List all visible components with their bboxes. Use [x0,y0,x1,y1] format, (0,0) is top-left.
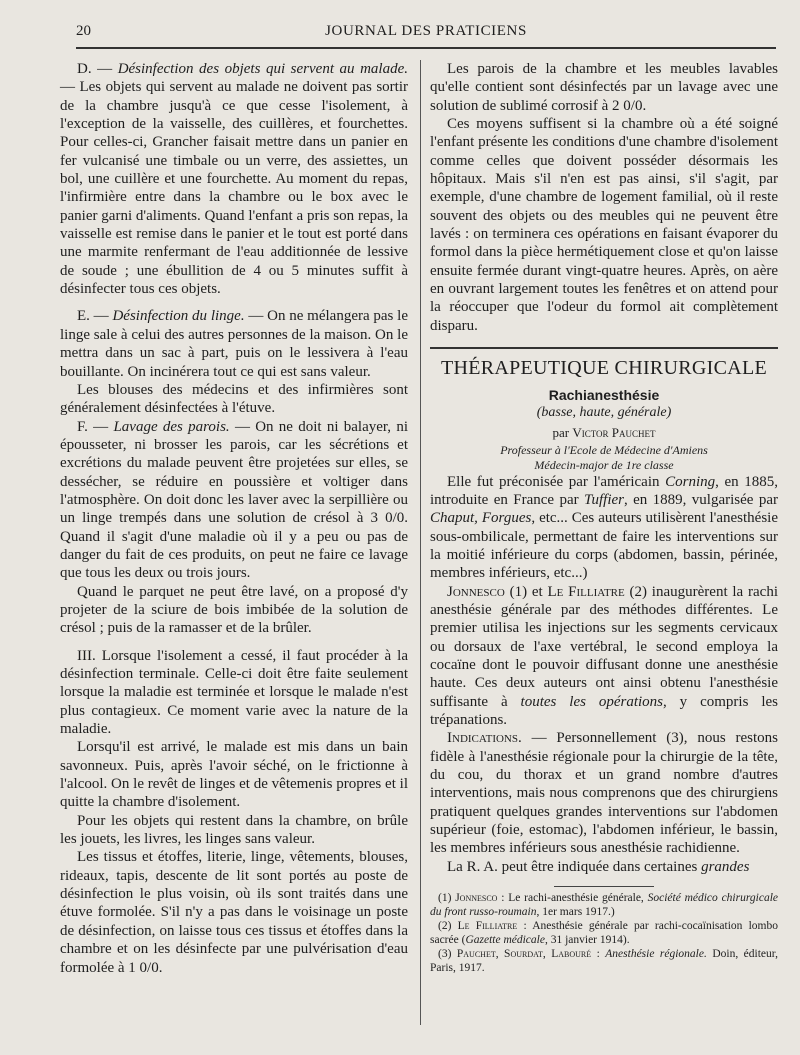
paragraph-ra [430,858,778,876]
right-column [430,60,778,975]
page-header [76,21,776,45]
fn3-num: (3) [438,948,457,961]
fn1-date: , 1er mars 1917.) [536,906,615,919]
fn3-sep: : [591,948,606,961]
paragraph-moyens: Ces moyens suffisent si la chambre où a été soigné l'enfant présente les conditions d'une chambre d'isolement comme celles que doivent posséder désormais les hôpitaux. Mais s'il n'en est pas ainsi, s'il s'agit, par exemple, d'une chambre de logement familial, où il reste souvent des objets ou des meubles qui ne peuvent être lavés : on terminera ces opérations en faisant évaporer du formol dans la pièce hermétiquement close et qu'on laisse ensuite fermée durant vingt-quatre heures. Après, on aère en ouvrant largement toutes les fenêtres et on attend pour la réoccuper que l'odeur du formol ait complètement disparu. [430,116,779,334]
jon-text-2: (2) inaugurèrent la rachi anesthésie générale par des méthodes différentes. Le premier utilisa les injections sur les segments cervicaux ou dorsaux de l'axe vertébral, le second employa la cocaïne dont le pouvoir diffusant donne une anesthésie haute. Ces deux auteurs ont ainsi obtenu l'anesthésie suffisante à [430,583,778,710]
footnotes [430,891,778,975]
elle-text-1: Elle fut préconisée par l'américain [447,473,666,490]
fn1-source: Société médico chirurgicale du front russo-roumain [430,892,778,919]
elle-text-2: , en 1885, introduite en France par [430,473,778,508]
footnote-1 [430,891,778,919]
article-title: Rachianesthésie [548,386,660,403]
header-rule [76,47,776,49]
left-column [60,60,408,977]
e-title: Désinfection du linge. [112,308,245,325]
fn1-author: Jonnesco [455,892,498,905]
fn1-text: : Le rachi-anesthésie générale, [497,892,648,905]
paragraph-objets: Pour les objets qui restent dans la chambre, on brûle les jouets, les livres, les linges sans valeur. [60,812,408,848]
paragraph-jonnesco [430,583,778,730]
journal-title: JOURNAL DES PRATICIENS [325,23,527,39]
affiliation-1: Professeur à l'Ecole de Médecine d'Amiens [500,442,708,457]
e-text: — On ne mélangera pas le linge sale à celui des autres personnes de la maison. On le mettra dans un sac à part, puis on le lessivera à l'eau bouillante. On incinérera tout ce qui est sans valeur. [60,308,408,380]
paragraph-elle [430,473,778,583]
elle-text-3: , en 1889, vulgarisée par [624,491,778,508]
indications-text: — Personnellement (3), nous restons fidèle à l'anesthésie régionale pour la chirurgie de la tête, du cou, du thorax et un grand nombre d'autres interventions, mais nous comprenons que des chirurgiens pratiquent quelques grandes interventions sur l'abdomen supérieur (foie, estomac), l'abdomen inférieur, le bassin, les membres inférieurs sous anesthésie rachidienne. [430,730,778,857]
page-number: 20 [76,23,91,39]
section-title: THÉRAPEUTIQUE CHIRURGICALE [440,357,768,380]
paragraph-blouses: Les blouses des médecins et des infirmières sont généralement désinfectées à l'étuve. [60,381,408,417]
byline [430,424,778,442]
d-title: Désinfection des objets qui servent au malade. [117,61,408,77]
footnote-2 [430,919,778,947]
fn2-num: (2) [438,920,458,933]
paragraph-d [60,60,408,298]
jon-text-3: , y compris les trépanations. [430,693,778,728]
footnote-separator [554,886,654,887]
f-label: F. — [77,418,114,435]
f-title: Lavage des parois. [113,418,230,435]
fn2-author: Le Filliatre [457,920,518,933]
fn2-date: , 31 janvier 1914). [544,934,630,947]
paragraph-tissus: Les tissus et étoffes, literie, linge, vêtements, blouses, rideaux, tapis, descente de lit sont portés au poste de désinfection le plus voisin, où ils sont traités dans une étuve formolée. S'il n'y a pas dans le voisinage un poste de désinfection, on laisse tous ces tissus et étoffes dans la chambre et on les désinfecte par une pulvérisation d'eau formolée à 1 0/0. [60,849,408,976]
toutes-operations: toutes les opérations [520,693,664,710]
paragraph-lorsquil: Lorsqu'il est arrivé, le malade est mis dans un bain savonneux. Puis, après l'avoir séché, on le frictionne à l'alcool. On le revêt de linges et de vêtemenis propres et il quitte la chambre d'isolement. [60,739,408,811]
paragraph-parois: Les parois de la chambre et les meubles lavables qu'elle contient sont désinfectés par un lavage avec une solution de sublimé corrosif à 2 0/0. [430,61,778,114]
name-jonnesco: Jonnesco [447,583,505,600]
name-corning: Corning [665,473,716,490]
d-label: D. — [77,61,118,77]
paragraph-indications [430,729,778,857]
paragraph-f [60,418,408,583]
paragraph-e [60,307,408,380]
name-filliatre: Le Filliatre [547,583,625,600]
fn3-title: Anesthésie régionale. [605,948,707,961]
paragraph-parquet: Quand le parquet ne peut être lavé, on a proposé d'y projeter de la sciure de bois imbibée de la solution de crésol ; puis de la ramasser et de la brûler. [60,583,408,637]
name-tuffier: Tuffier [583,491,624,508]
f-text: — On ne doit ni balayer, ni épousseter, ni brosser les parois, car les sécrétions et excrétions du malade peuvent être projetées sur elles, se dessécher, se réduire en poussière et voltiger dans l'atmosphère. On doit donc les laver avec la serpillière ou un linge trempés dans une solution de crésol à 3 0/0. Quand il s'agit d'une maladie où il y a peu ou pas de danger du fait de ces produits, on peut ne faire ce lavage que tous les deux ou trois jours. [60,418,408,582]
indications-label: Indications. [447,730,522,747]
column-divider [420,60,421,1025]
fn3-publisher: Doin, éditeur, Paris, 1917. [430,948,778,975]
fn2-text: : Anesthésie générale par rachi-cocaïnisation lombo sacrée ( [430,920,778,947]
paragraph-iii: III. Lorsque l'isolement a cessé, il faut procéder à la désinfection terminale. Celle-ci doit être faite seulement lorsque la maladie est terminée et lorsque le malade n'est plus contagieux. Ce moment varie avec la nature de la maladie. [60,647,408,738]
fn2-source: Gazette médicale [465,934,545,947]
name-chaput: Chaput, Forgues [430,510,532,527]
word-grandes: grandes [701,858,750,875]
jon-text-1: (1) et [504,583,548,600]
affiliation-2: Médecin-major de 1re classe [534,457,674,472]
section-rule [430,347,778,355]
fn3-authors: Pauchet, Sourdat, Labouré [456,948,592,961]
article-subtitle: (basse, haute, générale) [536,404,672,420]
footnote-3 [430,947,778,975]
author-name: Victor Pauchet [572,425,656,441]
d-text: — Les objets qui servent au malade ne doivent pas sortir de la chambre jusqu'à ce que cesse l'isolement, à l'exception de la vaisselle, des cuillères, et fourchettes. Pour celles-ci, Grancher faisait mettre dans un panier en fer vulcanisé une timbale ou un verre, des assiettes, un bol, une cuillère et une fourchette. Au moment du repas, l'infirmière entre dans la chambre ou le box avec le panier garni d'aliments. Quand l'enfant a pris son repas, la vaisselle est remise dans le panier et le tout est porté dans une marmite renfermant de l'eau additionnée de lessive de soude ; une ébullition de 4 ou 5 minutes suffit à désinfecter tous ces objets. [60,79,408,298]
fn1-num: (1) [438,892,456,905]
ra-text: La R. A. peut être indiquée dans certaines [447,858,702,875]
elle-text-4: , etc... Ces auteurs utilisèrent l'anesthésie sous-ombilicale, permettant de faire les interventions sur la moitié inférieure du corps (abdomen, bassin, périnée, membres inférieurs, etc...) [430,510,778,582]
byline-par: par [552,425,573,441]
e-label: E. — [77,308,113,325]
